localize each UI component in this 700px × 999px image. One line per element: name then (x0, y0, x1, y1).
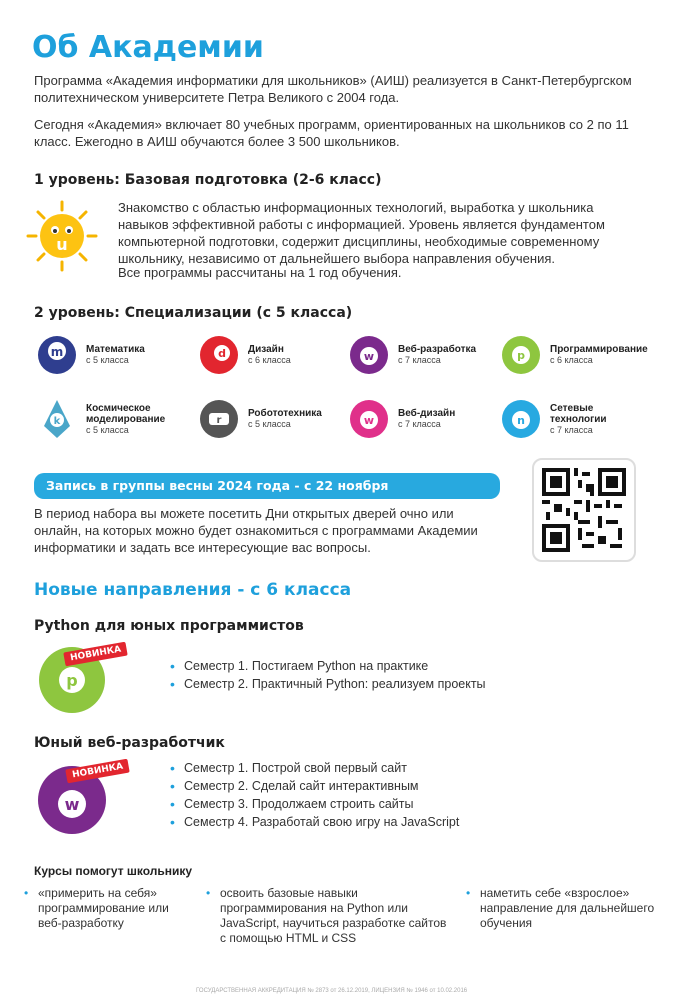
spec-name: Математика (86, 344, 145, 355)
robotics-mascot-icon (198, 398, 240, 440)
svg-text:m: m (50, 345, 64, 359)
svg-text:d: d (218, 347, 226, 360)
spec-name: Робототехника (248, 408, 322, 419)
svg-text:p: p (66, 671, 78, 690)
level1-description: Знакомство с областью информационных технологий, выработка у школьника навыков эффективной работы с информацией. Уровень является фундаментом компьютерной подготовки, содержит дисциплины, необходимые современному школьнику, независимо от дальнейшего выбора направления обучения. (118, 200, 605, 266)
spec-name: Космическое моделирование (86, 402, 166, 425)
spec-grade: с 6 класса (550, 355, 593, 365)
spec-design[interactable] (198, 334, 291, 376)
level1-note: Все программы рассчитаны на 1 год обучения. (118, 265, 402, 280)
svg-text:r: r (216, 415, 222, 426)
space-modeling-mascot-icon (36, 398, 78, 440)
level2-heading: 2 уровень: Специализации (с 5 класса) (34, 305, 353, 321)
spec-math[interactable] (36, 334, 145, 376)
open-days-text: В период набора вы можете посетить Дни открытых дверей очно или онлайн, на которых можно будет ознакомиться с программами Академии информатики и задать все интересующие вас вопросы. (34, 506, 478, 555)
spec-grade: с 7 класса (398, 355, 441, 365)
spec-network-technologies[interactable] (500, 398, 620, 440)
spec-web-design[interactable] (348, 398, 455, 440)
spec-space-modeling[interactable] (36, 398, 178, 440)
svg-text:k: k (53, 416, 61, 427)
level1-heading: 1 уровень: Базовая подготовка (2-6 класс) (34, 172, 382, 188)
list-item: • Семестр 3. Продолжаем строить сайты (170, 795, 459, 813)
spec-grade: с 7 класса (550, 424, 593, 435)
intro-paragraph-1: Программа «Академия информатики для школьников» (АИШ) реализуется в Санкт-Петербургском политехническом университете Петра Великого с 2004 года. (34, 73, 632, 105)
svg-text:w: w (363, 414, 375, 427)
qr-code-frame[interactable] (532, 458, 636, 562)
spec-grade: с 7 класса (398, 419, 441, 429)
sun-mascot-icon (26, 200, 98, 272)
programming-mascot-icon (500, 334, 542, 376)
list-item: • Семестр 2. Сделай сайт интерактивным (170, 777, 459, 795)
spec-grade: с 6 класса (248, 355, 291, 365)
spec-name: Сетевые технологии (550, 402, 607, 425)
course-title-web: Юный веб-разработчик (34, 735, 225, 751)
spec-name: Программирование (550, 344, 648, 355)
help-item: • освоить базовые навыки программирования на Python или JavaScript, научиться разработке сайтов с помощью HTML и CSS (206, 886, 448, 946)
spec-programming[interactable] (500, 334, 648, 376)
svg-text:u: u (56, 235, 68, 254)
python-semester-list (170, 657, 486, 693)
web-design-mascot-icon (348, 398, 390, 440)
svg-text:w: w (64, 795, 80, 814)
list-item: • Семестр 4. Разработай свою игру на JavaScript (170, 813, 459, 831)
svg-text:p: p (517, 349, 525, 362)
qr-code-icon (542, 468, 626, 552)
new-badge: НОВИНКА (63, 642, 128, 667)
new-badge: НОВИНКА (65, 759, 130, 784)
footer-accreditation: ГОСУДАРСТВЕННАЯ АККРЕДИТАЦИЯ № 2873 от 26.12.2019, ЛИЦЕНЗИЯ № 1946 от 10.02.2016 (196, 988, 468, 994)
spec-name: Веб-дизайн (398, 408, 456, 419)
spec-grade: с 5 класса (86, 355, 129, 365)
svg-text:w: w (363, 350, 375, 363)
course-title-python: Python для юных программистов (34, 618, 304, 634)
spec-web-development[interactable] (348, 334, 476, 376)
math-mascot-icon (36, 334, 78, 376)
list-item: • Семестр 1. Постигаем Python на практике (170, 657, 486, 675)
page-title: Об Академии (32, 30, 264, 65)
design-mascot-icon (198, 334, 240, 376)
network-technologies-mascot-icon (500, 398, 542, 440)
help-item: • наметить себе «взрослое» направление для дальнейшего обучения (466, 886, 684, 931)
help-heading: Курсы помогут школьнику (34, 864, 193, 878)
enrollment-banner: Запись в группы весны 2024 года - с 22 ноября (34, 473, 500, 499)
new-directions-heading: Новые направления - с 6 класса (34, 580, 352, 600)
spec-robotics[interactable] (198, 398, 322, 440)
list-item: • Семестр 2. Практичный Python: реализуем проекты (170, 675, 486, 693)
spec-grade: с 5 класса (248, 419, 291, 429)
help-item: • «примерить на себя» программирование или веб-разработку (24, 886, 194, 931)
web-development-mascot-icon (348, 334, 390, 376)
svg-text:n: n (517, 414, 525, 427)
intro-paragraph-2: Сегодня «Академия» включает 80 учебных программ, ориентированных на школьников со 2 по 11 класс. Ежегодно в АИШ обучаются более 3 500 школьников. (34, 117, 629, 149)
list-item: • Семестр 1. Построй свой первый сайт (170, 759, 459, 777)
spec-name: Дизайн (248, 344, 284, 355)
spec-name: Веб-разработка (398, 344, 477, 355)
web-semester-list (170, 759, 459, 831)
spec-grade: с 5 класса (86, 424, 129, 435)
